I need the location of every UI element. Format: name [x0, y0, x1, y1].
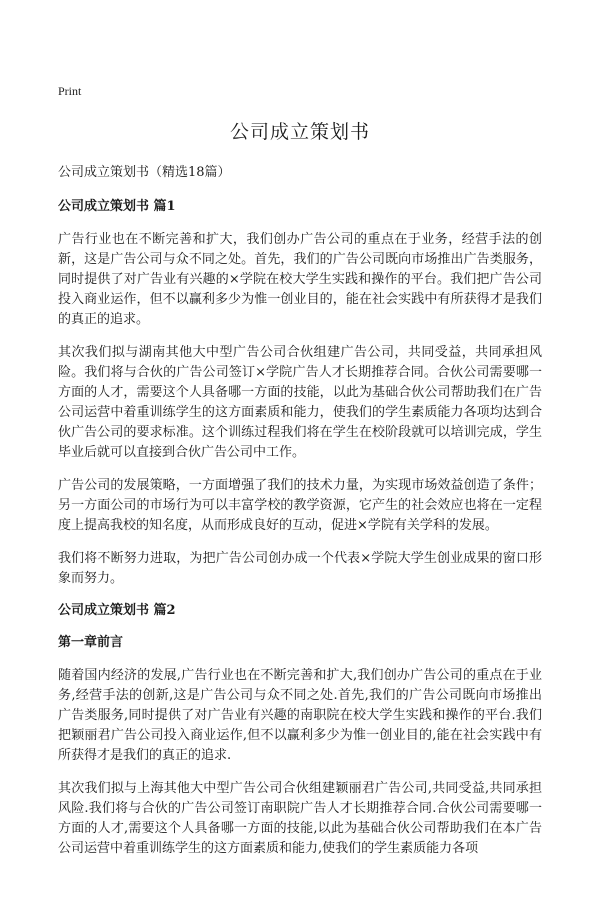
paragraph: 其次我们拟与上海其他大中型广告公司合伙组建颖丽君广告公司,共同受益,共同承担风险.我们将与合伙的广告公司签订南职院广告人才长期推荐合同.合伙公司需要哪一方面的人才,需要这个人具备哪一方面的技能,以此为基础合伙公司帮助我们在本广告公司运营中着重训练学生的这方面素质和能力,使我们的学生素质能力各项 — [58, 781, 542, 856]
paragraph: 广告公司的发展策略，一方面增强了我们的技术力量，为实现市场效益创造了条件；另一方面公司的市场行为可以丰富学校的教学资源，它产生的社会效应也将在一定程度上提高我校的知名度，从而形成良好的互动，促进×学院有关学科的发展。 — [58, 478, 542, 533]
chapter-heading: 第一章前言 — [58, 635, 124, 650]
paragraph: 我们将不断努力进取，为把广告公司创办成一个代表×学院大学生创业成果的窗口形象而努力。 — [58, 551, 542, 586]
section-heading-2: 公司成立策划书 篇2 — [58, 603, 176, 618]
section-heading-1: 公司成立策划书 篇1 — [58, 199, 176, 214]
paragraph: 随着国内经济的发展,广告行业也在不断完善和扩大,我们创办广告公司的重点在于业务,经营手法的创新,这是广告公司与众不同之处.首先,我们的广告公司既向市场推出广告类服务,同时提供了对广告业有兴趣的南职院在校大学生实践和操作的平台.我们把颖丽君广告公司投入商业运作,但不以赢利多少为惟一创业目的,能在社会实践中有所获得才是我们的真正的追求. — [58, 668, 542, 763]
print-link[interactable]: Print — [58, 84, 82, 98]
document-subtitle: 公司成立策划书（精选18篇） — [58, 165, 231, 180]
document-title: 公司成立策划书 — [229, 121, 370, 143]
paragraph: 广告行业也在不断完善和扩大，我们创办广告公司的重点在于业务，经营手法的创新，这是广告公司与众不同之处。首先，我们的广告公司既向市场推出广告类服务，同时提供了对广告业有兴趣的×学院在校大学生实践和操作的平台。我们把广告公司投入商业运作，但不以赢利多少为惟一创业目的，能在社会实践中有所获得才是我们的真正的追求。 — [58, 232, 542, 327]
paragraph: 其次我们拟与湖南其他大中型广告公司合伙组建广告公司，共同受益，共同承担风险。我们将与合伙的广告公司签订×学院广告人才长期推荐合同。合伙公司需要哪一方面的人才，需要这个人具备哪一方面的技能，以此为基础合伙公司帮助我们在广告公司运营中着重训练学生的这方面素质和能力，使我们的学生素质能力各项均达到合伙广告公司的要求标准。这个训练过程我们将在学生在校阶段就可以培训完成，学生毕业后就可以直接到合伙广告公司中工作。 — [58, 345, 542, 460]
